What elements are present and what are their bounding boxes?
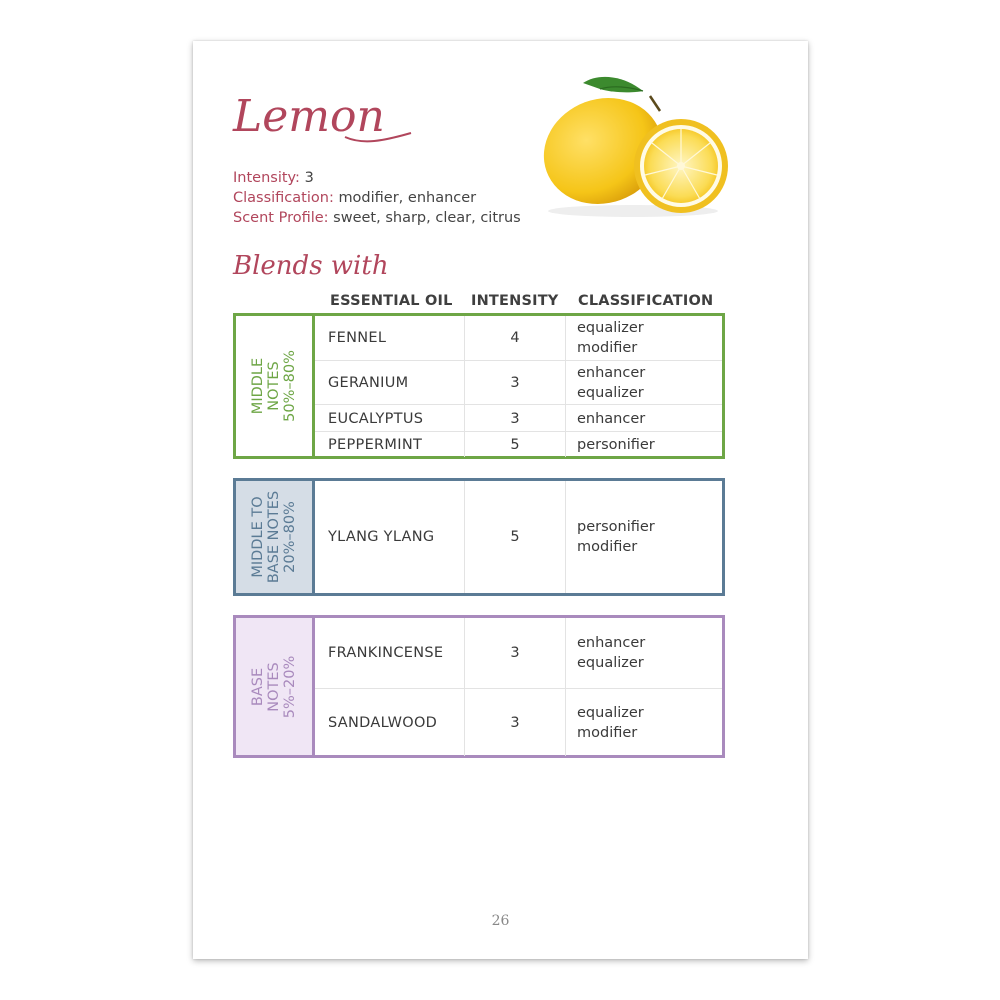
table-row: [315, 316, 722, 360]
group-label-line: BASE: [250, 667, 266, 706]
blends-heading: Blends with: [233, 251, 389, 281]
oil-cell: GERANIUM: [328, 375, 409, 391]
title-swash-decoration: [343, 127, 413, 143]
intensity-value: 3: [304, 170, 314, 186]
intensity-cell: 5: [464, 432, 566, 457]
intensity-label: Intensity:: [233, 170, 300, 186]
group-label: [250, 491, 298, 583]
group-middle-notes: [233, 313, 725, 459]
group-label-line: 5%–20%: [282, 655, 298, 718]
group-rows: [315, 618, 722, 755]
table-row: [315, 618, 722, 688]
classification-value: modifier, enhancer: [338, 190, 477, 206]
intensity-cell: 3: [464, 405, 566, 432]
table-row: [315, 431, 722, 457]
column-header-intensity: INTENSITY: [471, 293, 559, 309]
classification-text: enhancer: [577, 410, 646, 427]
table-row: [315, 360, 722, 405]
classification-cell: [564, 481, 722, 593]
group-label: [250, 655, 298, 717]
oil-cell: FENNEL: [328, 330, 387, 346]
scent-line: [233, 208, 521, 228]
scent-value: sweet, sharp, clear, citrus: [333, 210, 521, 226]
classification-text: enhancer equalizer: [577, 365, 646, 401]
classification-cell: [564, 405, 722, 432]
group-label: [250, 350, 298, 422]
group-label-panel: [236, 481, 315, 593]
classification-text: equalizer modifier: [577, 320, 644, 356]
classification-text: personifier modifier: [577, 519, 655, 555]
group-middle-to-base-notes: [233, 478, 725, 596]
table-row: [315, 481, 722, 593]
group-base-notes: [233, 615, 725, 758]
oil-cell: PEPPERMINT: [328, 436, 423, 453]
oil-meta: [233, 168, 521, 228]
group-label-panel: [236, 618, 315, 755]
column-header-classification: CLASSIFICATION: [578, 293, 714, 309]
classification-line: [233, 188, 521, 208]
group-label-line: NOTES: [266, 661, 282, 712]
intensity-line: [233, 168, 521, 188]
classification-cell: [564, 316, 722, 360]
table-row: [315, 688, 722, 756]
classification-text: enhancer equalizer: [577, 635, 646, 671]
oil-cell: YLANG YLANG: [328, 529, 435, 545]
oil-title: Lemon: [233, 91, 385, 142]
lemon-illustration: [538, 71, 728, 221]
classification-text: equalizer modifier: [577, 704, 644, 741]
group-label-line: MIDDLE TO: [250, 496, 266, 578]
book-page: [193, 41, 808, 959]
intensity-cell: 4: [464, 316, 566, 360]
classification-cell: [564, 689, 722, 756]
classification-cell: [564, 618, 722, 688]
group-label-line: NOTES: [266, 361, 282, 411]
group-label-line: 20%–80%: [282, 501, 298, 573]
classification-label: Classification:: [233, 190, 334, 206]
intensity-cell: 3: [464, 361, 566, 405]
group-rows: [315, 316, 722, 456]
intensity-cell: 3: [464, 689, 566, 756]
group-label-panel: [236, 316, 315, 456]
table-row: [315, 404, 722, 432]
classification-cell: [564, 361, 722, 405]
classification-text: personifier: [577, 436, 655, 453]
group-rows: [315, 481, 722, 593]
group-label-line: 50%–80%: [282, 350, 298, 422]
page-number: 26: [491, 913, 510, 929]
group-label-line: MIDDLE: [250, 357, 266, 415]
column-header-oil: ESSENTIAL OIL: [330, 293, 453, 309]
oil-cell: EUCALYPTUS: [328, 410, 424, 427]
scent-label: Scent Profile:: [233, 210, 329, 226]
classification-cell: [564, 432, 722, 457]
oil-cell: SANDALWOOD: [328, 714, 438, 731]
oil-cell: FRANKINCENSE: [328, 645, 444, 661]
intensity-cell: 3: [464, 618, 566, 688]
group-label-line: BASE NOTES: [266, 490, 282, 584]
intensity-cell: 5: [464, 481, 566, 593]
